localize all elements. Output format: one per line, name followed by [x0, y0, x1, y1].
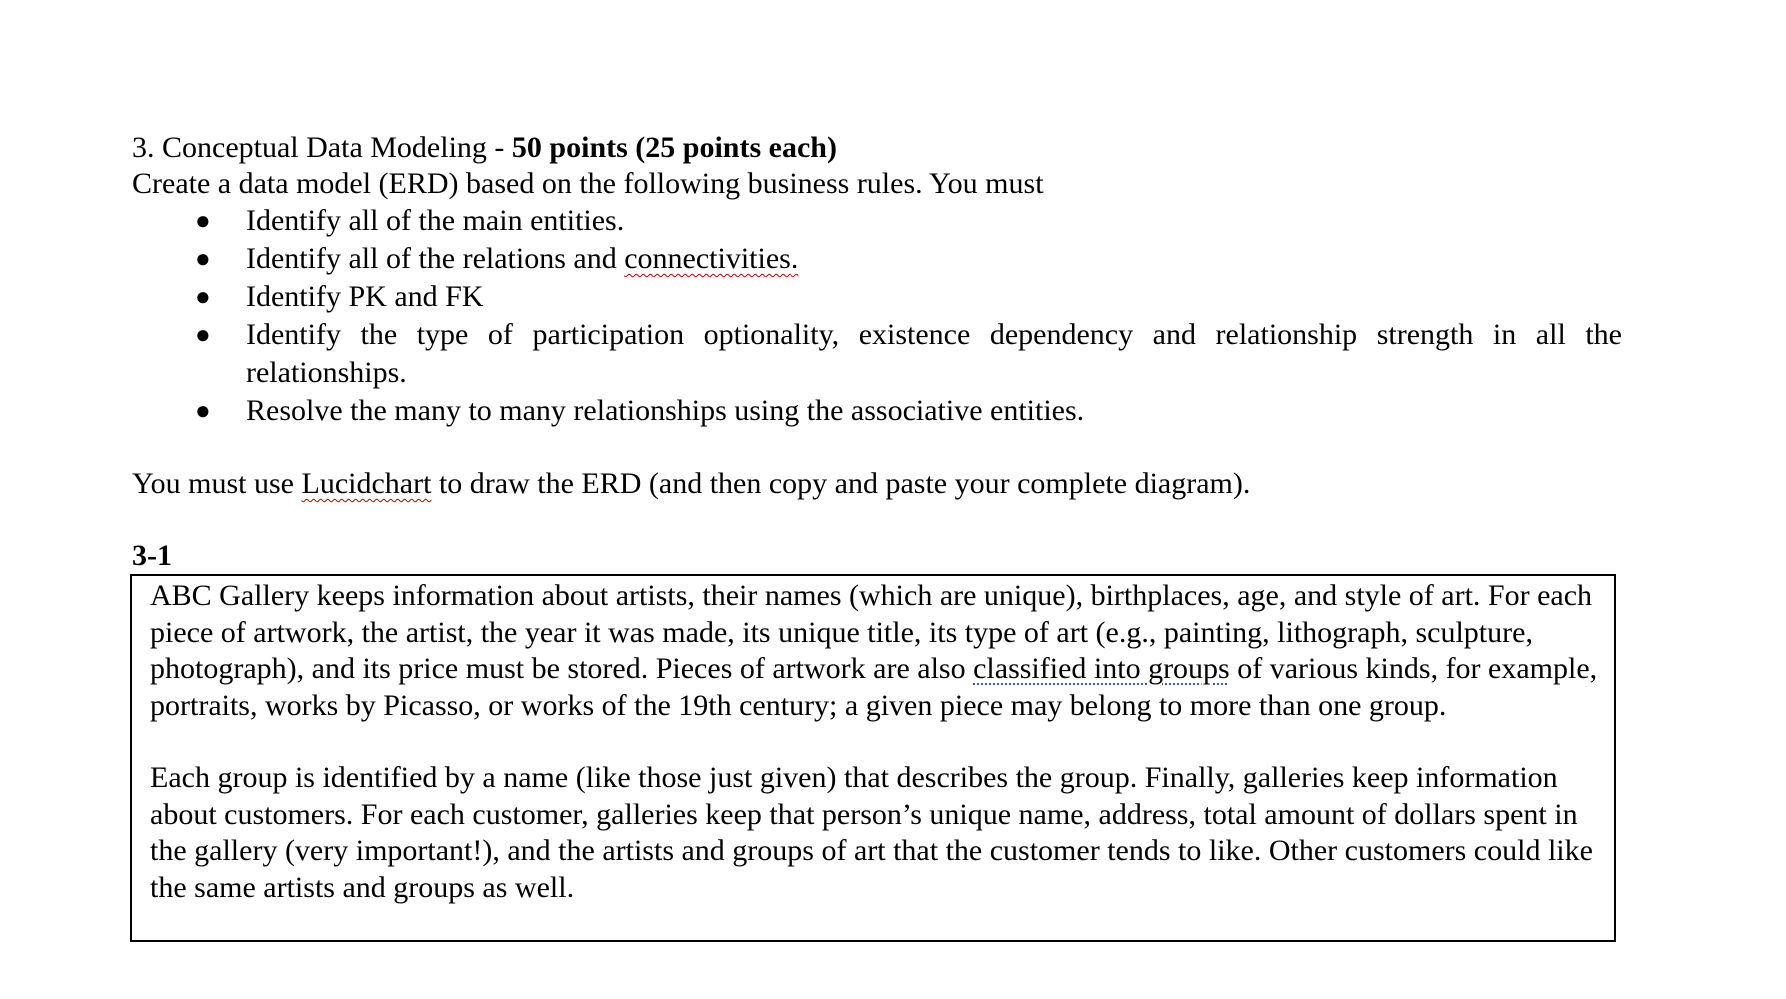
- instruction-prefix: You must use: [132, 467, 302, 500]
- bullet-icon: ●: [195, 396, 211, 425]
- heading-prefix: 3. Conceptual Data Modeling -: [132, 131, 512, 164]
- requirements-list: [132, 202, 1622, 430]
- requirement-text: Identify PK and FK: [246, 280, 484, 313]
- requirement-item: [132, 240, 1622, 278]
- requirement-tail: .: [790, 242, 799, 275]
- requirement-text: Resolve the many to many relationships using the associative entities.: [246, 394, 1085, 427]
- requirement-item: [132, 202, 1622, 240]
- requirement-text: Identify all of the relations and: [246, 242, 625, 275]
- paragraph-text: ABC Gallery keeps information about artists, their names (which are unique), birthplaces, age, and style of art. For each piece of artwork, the artist, the year it was made, its unique title, its type of art (e.g., painting, lithograph, sculpture, photograph), and its price must be stored. Pieces of artwork are also: [150, 579, 1593, 685]
- requirement-item: [132, 278, 1622, 316]
- document-page: [132, 130, 1622, 942]
- bullet-icon: ●: [195, 244, 211, 273]
- question-intro: Create a data model (ERD) based on the following business rules. You must: [132, 167, 1044, 200]
- requirement-text: Identify all of the main entities.: [246, 204, 625, 237]
- paragraph-text: of various kinds, for example, portraits, works by Picasso, or works of the 19th century; a given piece may belong to more than one group.: [150, 652, 1598, 722]
- spelling-flagged-word[interactable]: connectivities: [624, 242, 791, 275]
- grammar-flagged-phrase[interactable]: classified into groups: [973, 652, 1230, 685]
- spelling-flagged-word[interactable]: Lucidchart: [301, 467, 432, 500]
- requirement-item: [132, 392, 1622, 430]
- section-label: 3-1: [132, 539, 172, 572]
- lucidchart-instruction: [132, 466, 1622, 502]
- heading-points: 50 points (25 points each): [511, 131, 837, 164]
- business-rules-paragraph: Each group is identified by a name (like those just given) that describes the group. Finally, galleries keep information about customers. For each customer, galleries keep that person’s unique name, address, total amount of dollars spent in the gallery (very important!), and the artists and groups of art that the customer tends to like. Other customers could like the same artists and groups as well.: [150, 761, 1593, 904]
- bullet-icon: ●: [195, 282, 211, 311]
- business-rules-paragraph: [150, 578, 1600, 724]
- bullet-icon: ●: [195, 206, 211, 235]
- instruction-suffix: to draw the ERD (and then copy and paste your complete diagram).: [431, 467, 1251, 500]
- business-rules-box: [130, 574, 1616, 942]
- requirement-item: [132, 316, 1622, 392]
- bullet-icon: ●: [195, 320, 211, 349]
- question-heading: [132, 130, 1622, 166]
- requirement-text: Identify the type of participation optionality, existence dependency and relationship strength in all the relationships.: [246, 318, 1622, 389]
